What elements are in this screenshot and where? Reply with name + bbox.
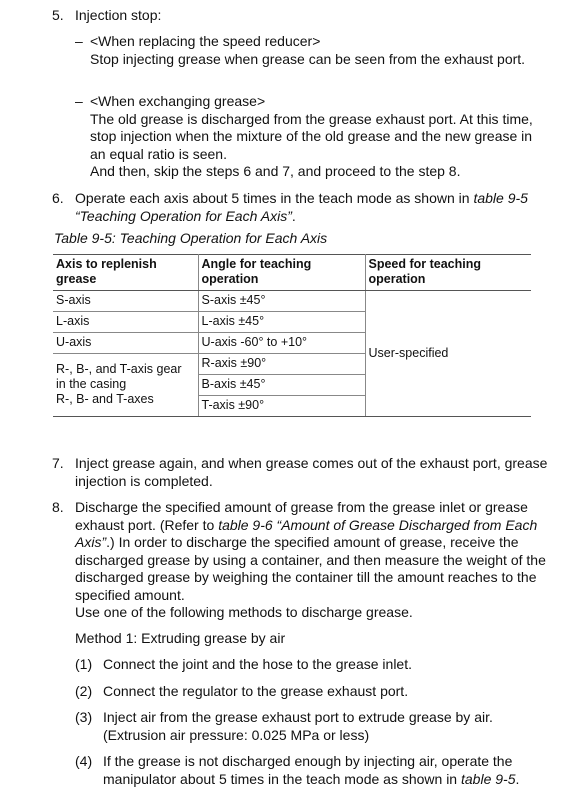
- angle-cell: S-axis ±45°: [198, 291, 365, 312]
- axis-group-line: R-, B- and T-axes: [56, 392, 154, 406]
- step-8: [52, 499, 552, 622]
- angle-cell: U-axis -60° to +10°: [198, 333, 365, 354]
- table-reference[interactable]: table 9-6 “Amount of Grease Discharged from Each Axis”: [75, 516, 538, 550]
- axis-cell: U-axis: [53, 333, 198, 354]
- step-7: [52, 455, 552, 490]
- step-5: [52, 7, 552, 25]
- teaching-operation-table: [53, 254, 531, 417]
- item-heading: <When exchanging grease>: [90, 93, 266, 109]
- item-text: If the grease is not discharged enough by injecting air, operate the manipulator about 5 times in the teach mode as shown in: [103, 753, 513, 787]
- table-caption: Table 9-5: Teaching Operation for Each Axis: [54, 230, 328, 246]
- item-number: (3): [75, 709, 93, 725]
- item-text: Connect the joint and the hose to the grease inlet.: [103, 656, 412, 672]
- item-number: (4): [75, 753, 93, 769]
- punctuation: .: [291, 207, 296, 224]
- item-text: Connect the regulator to the grease exhaust port.: [103, 683, 409, 699]
- table-row: [53, 291, 531, 312]
- step-number: 7.: [52, 455, 64, 471]
- step-number: 5.: [52, 7, 64, 23]
- step-number: 6.: [52, 190, 64, 206]
- step-text: Discharge the specified amount of grease from the grease inlet or grease exhaust port. (Refer to: [75, 499, 528, 533]
- table-reference[interactable]: table 9-5: [461, 770, 516, 787]
- punctuation: .: [515, 770, 520, 787]
- step-5-item-reducer: [75, 33, 545, 68]
- step-6: [52, 190, 552, 225]
- step-text: Use one of the following methods to discharge grease.: [75, 604, 413, 620]
- item-text: Stop injecting grease when grease can be seen from the exhaust port.: [90, 50, 526, 67]
- header-cell: Speed for teaching operation: [365, 255, 531, 291]
- method-1-item-2: [75, 683, 545, 701]
- axis-group-line: R-, B-, and T-axis gear in the casing: [56, 362, 182, 391]
- item-text: The old grease is discharged from the grease exhaust port. At this time, stop injection when the mixture of the old grease and the new grease in an equal ratio is seen.: [90, 110, 533, 162]
- angle-cell: B-axis ±45°: [198, 375, 365, 396]
- angle-cell: T-axis ±90°: [198, 396, 365, 417]
- axis-group-cell: [53, 354, 198, 417]
- method-1-title: Method 1: Extruding grease by air: [75, 630, 286, 646]
- step-text: .) In order to discharge the specified amount of grease, receive the discharged grease by using a container, and then measure the weight of the discharged grease by weighing the container till the amount reaches to the specified amount.: [75, 534, 546, 603]
- table-header-row: [53, 255, 531, 291]
- item-number: (1): [75, 656, 93, 672]
- item-text: And then, skip the steps 6 and 7, and proceed to the step 8.: [90, 163, 461, 179]
- angle-cell: L-axis ±45°: [198, 312, 365, 333]
- step-5-item-exchange: [75, 93, 545, 181]
- table-reference[interactable]: table 9-5 “Teaching Operation for Each Axis”: [75, 190, 528, 224]
- header-cell: Axis to replenish grease: [53, 255, 198, 291]
- step-title: Injection stop:: [75, 7, 162, 23]
- method-1-item-3: [75, 709, 545, 744]
- header-cell: Angle for teaching operation: [198, 255, 365, 291]
- angle-cell: R-axis ±90°: [198, 354, 365, 375]
- dash-bullet: –: [75, 33, 83, 49]
- item-text: Inject air from the grease exhaust port to extrude grease by air. (Extrusion air pressure: 0.025 MPa or less): [103, 709, 493, 743]
- item-number: (2): [75, 683, 93, 699]
- step-number: 8.: [52, 499, 64, 515]
- speed-cell: User-specified: [365, 291, 531, 417]
- axis-cell: S-axis: [53, 291, 198, 312]
- method-1-item-1: [75, 656, 545, 674]
- item-heading: <When replacing the speed reducer>: [90, 33, 321, 49]
- axis-cell: L-axis: [53, 312, 198, 333]
- dash-bullet: –: [75, 93, 83, 109]
- method-1-item-4: [75, 753, 545, 788]
- step-text: Operate each axis about 5 times in the teach mode as shown in: [75, 190, 470, 206]
- step-text: Inject grease again, and when grease comes out of the exhaust port, grease injection is completed.: [75, 455, 548, 489]
